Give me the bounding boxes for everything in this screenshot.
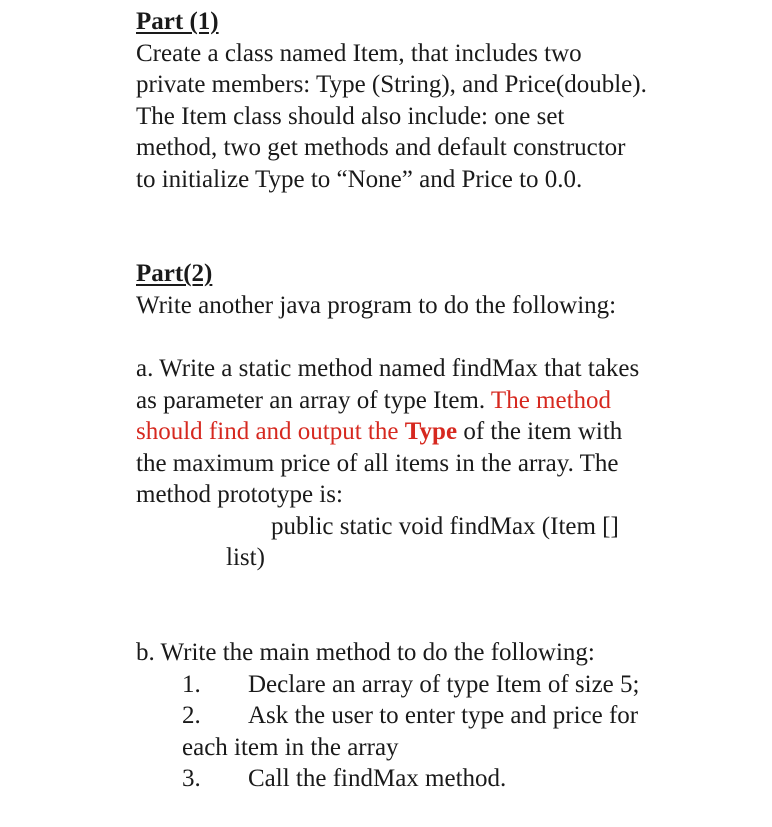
list-item — [136, 763, 736, 795]
list-item — [136, 669, 736, 701]
part1-line: The Item class should also include: one set — [136, 102, 565, 130]
part2-section — [136, 258, 736, 321]
list-item — [136, 700, 736, 732]
part1-section — [136, 6, 736, 195]
list-item-text: Declare an array of type Item of size 5; — [248, 670, 640, 698]
part2-a-line: method prototype is: — [136, 481, 343, 508]
list-item-continuation: each item in the array — [182, 733, 399, 761]
part1-heading: Part (1) — [136, 8, 219, 35]
part2-a-section — [136, 353, 736, 574]
list-item-text: Ask the user to enter type and price for — [248, 702, 639, 729]
method-prototype-continuation: list) — [226, 544, 265, 571]
part1-line: Create a class named Item, that includes two — [136, 39, 582, 67]
list-item-number: 2. — [182, 702, 201, 729]
list-item-number: 3. — [182, 765, 201, 792]
part1-line: private members: Type (String), and Price(double). — [136, 71, 647, 98]
part2-a-line — [136, 416, 736, 448]
part2-heading: Part(2) — [136, 260, 213, 287]
part2-a-highlight: The method — [490, 386, 612, 414]
list-item-number: 1. — [182, 670, 201, 698]
list-item-text: Call the findMax method. — [248, 765, 507, 792]
part2-a-highlight-bold: Type — [404, 418, 458, 445]
part1-line: to initialize Type to “None” and Price to 0.0. — [136, 165, 583, 193]
part2-a-line: the maximum price of all items in the array. The — [136, 449, 619, 477]
part2-b-section — [136, 637, 736, 795]
part1-line: method, two get methods and default constructor — [136, 134, 626, 161]
part2-a-line — [136, 385, 736, 417]
part2-a-line: a. Write a static method named findMax that takes — [136, 355, 640, 382]
method-prototype: public static void findMax (Item [] — [271, 512, 619, 540]
part2-a-highlight: should find and output the — [136, 418, 405, 445]
part2-a-text: as parameter an array of type Item. — [136, 386, 491, 414]
part2-a-text: of the item with — [457, 418, 623, 445]
part2-b-intro: b. Write the main method to do the following: — [136, 639, 595, 666]
part2-intro: Write another java program to do the following: — [136, 291, 617, 319]
